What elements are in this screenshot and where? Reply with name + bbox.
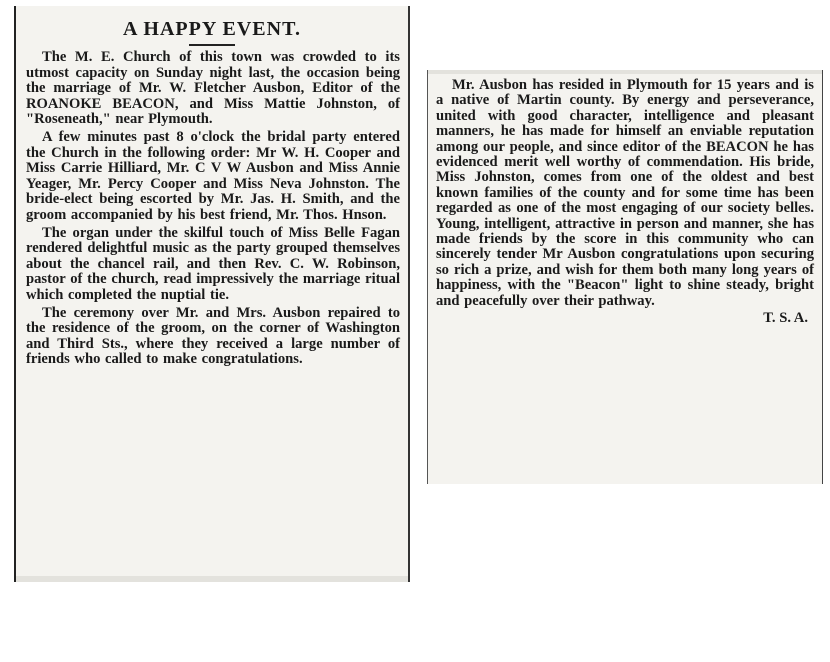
article-paragraph: The organ under the skilful touch of Miss Belle Fagan rendered delightful music as the party grouped themselves about the chancel rail, and then Rev. C. W. Robinson, pastor of the church, read impressively the marriage ritual which completed the nuptial tie. bbox=[26, 224, 400, 303]
article-column-right bbox=[427, 70, 823, 484]
clipping-edge bbox=[16, 576, 408, 582]
article-paragraph: The M. E. Church of this town was crowded to its utmost capacity on Sunday night last, the occasion being the marriage of Mr. W. Fletcher Ausbon, Editor of the ROANOKE BEACON, and Miss Mattie Johnston, of "Roseneath," near Plymouth. bbox=[26, 49, 400, 128]
clipping-edge bbox=[428, 70, 822, 74]
article-paragraph: The ceremony over Mr. and Mrs. Ausbon repaired to the residence of the groom, on the corner of Washington and Third Sts., where they received a large number of friends who called to make congratulations. bbox=[26, 304, 400, 368]
article-paragraph: A few minutes past 8 o'clock the bridal party entered the Church in the following order: Mr W. H. Cooper and Miss Carrie Hilliard, Mr. C V W Ausbon and Miss Annie Yeager, Mr. Percy Cooper and Miss Neva Johnston. The bride-elect being escorted by Mr. Jas. H. Smith, and the groom accompanied by his best friend, Mr. Thos. Hnson. bbox=[26, 128, 400, 223]
article-paragraph: Mr. Ausbon has resided in Plymouth for 15 years and is a native of Martin county. By energy and perseverance, united with good character, intelligence and pleasant manners, he has made for himself an enviable reputation among our people, and since editor of the BEACON he has evidenced merit well worthy of commendation. His bride, Miss Johnston, comes from one of the oldest and best known families of the county and for some time has been regarded as one of the most engaging of our society belles. Young, intelligent, attractive in person and manner, she has made friends by the score in this community who can sincerely tender Mr Ausbon congratulations upon securing so rich a prize, and wish for them both many long years of happiness, with the "Beacon" light to shine steady, bright and peacefully over their pathway. bbox=[436, 77, 814, 309]
headline-rule bbox=[189, 44, 235, 46]
article-column-left bbox=[14, 6, 410, 582]
article-headline: A HAPPY EVENT. bbox=[123, 18, 301, 40]
author-signature: T. S. A. bbox=[763, 310, 808, 327]
